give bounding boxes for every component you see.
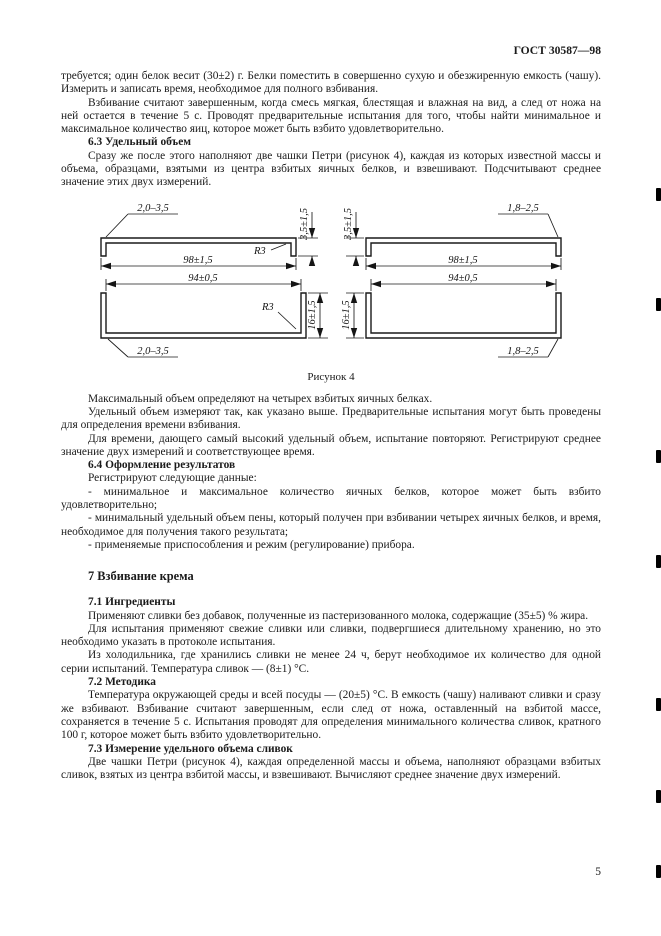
heading-6-4: 6.4 Оформление результатов [88, 459, 236, 472]
doc-number: ГОСТ 30587—98 [513, 44, 601, 57]
heading-7-2: 7.2 Методика [88, 676, 156, 689]
para-petri-dishes: Сразу же после этого наполняют две чашки Петри (рисунок 4), каждая из которых известной массы и объема, образцами, взятыми из центра взбитых яичных белков, и взвешивают. Подсчитывают среднее значение этих двух измерений. [61, 149, 601, 189]
heading-7-1: 7.1 Ингредиенты [88, 596, 176, 609]
dim-lid-height-right: 3,5±1,5 [343, 207, 354, 240]
para-register-data: Регистрируют следующие данные: [88, 472, 257, 485]
scan-artifact [656, 865, 661, 878]
dim-lid-width-right: 98±1,5 [448, 254, 478, 266]
scan-artifact [656, 188, 661, 201]
figure-4-drawing [66, 198, 596, 363]
list-item-devices: - применяемые приспособления и режим (регулирование) прибора. [88, 538, 415, 551]
figure-4 [61, 198, 601, 383]
dim-base-width-left: 94±0,5 [188, 272, 218, 284]
list-item-min-volume: - минимальный удельный объем пены, который получен при взбивании четырех яичных белков, и время, необходимое для получения такого результата; [61, 512, 601, 538]
para-specific-volume: Удельный объем измеряют так, как указано выше. Предварительные испытания могут быть проведены для определения времени взбивания. [61, 405, 601, 432]
para-max-volume: Максимальный объем определяют на четырех взбитых яичных белках. [88, 392, 433, 405]
lid-profile-left [101, 238, 296, 256]
heading-7-3: 7.3 Измерение удельного объема сливок [88, 742, 293, 755]
dim-base-thickness-top: 1,8–2,5 [507, 202, 539, 214]
page-number: 5 [595, 866, 601, 878]
para-method: Температура окружающей среды и всей посуды — (20±5) °С. В емкость (чашу) наливают сливки и сразу же взбивают. Взбивание считают завершенным, если след от ножа, оставленный на взбитой массе, сохраняется в течение 5 с. Испытания проводят для определения минимального количества сливок, кратного 100 г, которое может быть взбито удовлетворительно. [61, 689, 601, 742]
scan-artifact [656, 450, 661, 463]
base-profile-right [366, 293, 561, 338]
leader-base-thickness-top [498, 214, 558, 237]
dim-lid-width-left: 98±1,5 [183, 254, 213, 266]
para-repeat-test: Для времени, дающего самый высокий удельный объем, испытание повторяют. Регистрируют среднее значение двух измерений и соответствующее время. [61, 432, 601, 458]
dim-base-width-right: 94±0,5 [448, 272, 478, 284]
heading-6-3: 6.3 Удельный объем [88, 136, 192, 149]
dim-lid-thickness: 2,0–3,5 [137, 202, 169, 214]
dim-radius-top: R3 [254, 245, 266, 257]
para-fridge: Из холодильника, где хранились сливки не менее 24 ч, берут необходимое их количество для одной серии испытаний. Температура сливок — (8±1) °С. [61, 649, 601, 675]
para-whipping-complete: Взбивание считают завершенным, когда смесь мягкая, блестящая и влажная на вид, а след от ножа на ней остается в течение 5 с. Проводят предварительные испытания для того, чтобы найти минимальное и максимальное количество яиц, которое может быть взбито удовлетворительно. [61, 96, 601, 136]
dim-lid-height-left: 3,5±1,5 [299, 207, 310, 240]
leader-radius-bottom [278, 312, 296, 329]
leader-radius-top [271, 244, 286, 250]
dim-radius-bottom: R3 [262, 301, 274, 313]
para-intro-continuation: требуется; один белок весит (30±2) г. Белки поместить в совершенно сухую и обезжиренную емкость (чашу). Измерить и записать время, необходимое для полного взбивания. [61, 70, 601, 96]
list-item-min-max: - минимальное и максимальное количество яичных белков, которое может быть взбито удовлетворительно; [61, 485, 601, 512]
lid-profile-right [366, 238, 561, 256]
leader-lid-thickness [106, 214, 178, 237]
para-measure-cream: Две чашки Петри (рисунок 4), каждая определенной массы и объема, наполняют образцами взбитых сливок, взятых из центра взбитой массы, и взвешивают. Вычисляют среднее значение двух измерений. [61, 755, 601, 782]
base-profile-left [101, 293, 306, 338]
figure-caption: Рисунок 4 [307, 370, 355, 383]
dim-base-thickness-bottom: 1,8–2,5 [507, 345, 539, 357]
scan-artifact [656, 298, 661, 311]
heading-7: 7 Взбивание крема [88, 569, 194, 584]
scan-artifact [656, 555, 661, 568]
dim-base-height-right: 16±1,5 [341, 299, 352, 330]
dim-base-height-left: 16±1,5 [307, 299, 318, 330]
scan-artifact [656, 790, 661, 803]
page-body [61, 44, 601, 782]
dim-lid-thickness-bottom: 2,0–3,5 [137, 345, 169, 357]
para-cream-ingredients: Применяют сливки без добавок, полученные из пастеризованного молока, содержащие (35±5) % жира. [88, 609, 589, 622]
para-fresh-cream: Для испытания применяют свежие сливки или сливки, подвергшиеся длительному хранению, но это необходимо указать в протоколе испытания. [61, 622, 601, 649]
scan-artifact [656, 698, 661, 711]
